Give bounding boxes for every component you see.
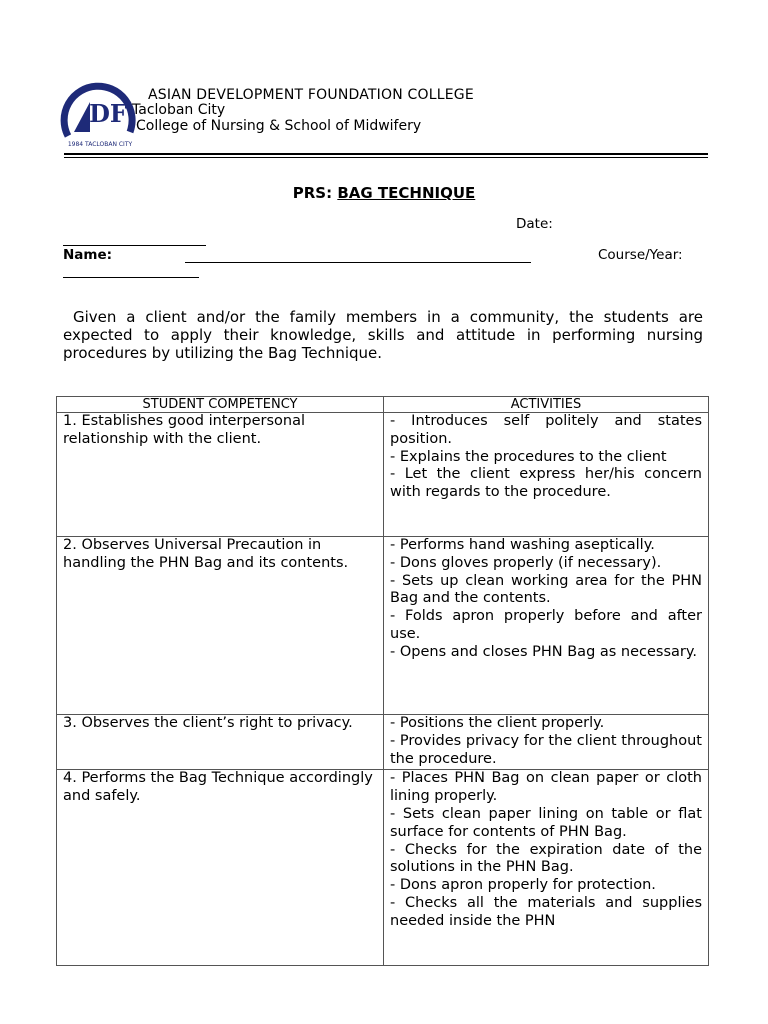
- competency-cell: 3. Observes the client’s right to privacy.: [57, 715, 384, 770]
- competency-cell: 4. Performs the Bag Technique accordingly and safely.: [57, 770, 384, 966]
- activity-item: - Dons apron properly for protection.: [390, 877, 656, 894]
- header-activities: ACTIVITIES: [384, 397, 709, 413]
- activity-item: - Checks for the expiration date of the solutions in the PHN Bag.: [390, 841, 702, 876]
- logo-initials: DF: [89, 99, 127, 128]
- activity-item: - Places PHN Bag on clean paper or cloth lining properly.: [390, 770, 702, 805]
- activities-cell: [384, 537, 709, 715]
- activity-item: - Positions the client properly.: [390, 715, 605, 731]
- header-rule-thin: [64, 157, 708, 158]
- activity-item: - Sets up clean working area for the PHN Bag and the contents.: [390, 572, 702, 607]
- activity-item: - Dons gloves properly (if necessary).: [390, 554, 662, 571]
- table-row: [57, 715, 709, 770]
- date-label: Date:: [516, 216, 553, 232]
- table-header-row: [57, 397, 709, 413]
- competency-cell: 1. Establishes good interpersonal relationship with the client.: [57, 413, 384, 537]
- name-blank-line[interactable]: [185, 262, 531, 263]
- competency-table: [56, 396, 709, 966]
- course-year-blank-line[interactable]: [63, 277, 199, 278]
- title-name: BAG TECHNIQUE: [337, 184, 476, 202]
- logo-triangle-mark: [74, 102, 90, 132]
- header-student-competency: STUDENT COMPETENCY: [57, 397, 384, 413]
- table-row: [57, 537, 709, 715]
- competency-cell: 2. Observes Universal Precaution in handling the PHN Bag and its contents.: [57, 537, 384, 715]
- activity-item: - Introduces self politely and states position.: [390, 413, 702, 447]
- college-school: College of Nursing & School of Midwifery: [136, 118, 422, 134]
- activity-item: - Checks all the materials and supplies needed inside the PHN: [390, 894, 702, 929]
- table-row: [57, 413, 709, 537]
- activities-cell: [384, 413, 709, 537]
- logo-year-place: 1984 TACLOBAN CITY: [67, 141, 133, 148]
- date-blank-line[interactable]: [63, 245, 206, 246]
- page-title: [0, 184, 768, 202]
- title-prefix: PRS:: [292, 184, 333, 202]
- college-city: Tacloban City: [132, 102, 226, 118]
- name-label: Name:: [63, 247, 113, 263]
- activity-item: - Performs hand washing aseptically.: [390, 537, 655, 553]
- course-year-label: Course/Year:: [598, 247, 683, 263]
- activities-cell: [384, 715, 709, 770]
- activity-item: - Explains the procedures to the client: [390, 448, 667, 465]
- activity-item: - Folds apron properly before and after use.: [390, 608, 702, 642]
- college-name: ASIAN DEVELOPMENT FOUNDATION COLLEGE: [148, 87, 474, 103]
- table-row: [57, 770, 709, 966]
- intro-paragraph: Given a client and/or the family members in a community, the students are expected to apply their knowledge, skills and attitude in performing nursing procedures by utilizing the Bag Technique.: [63, 308, 703, 362]
- activity-item: - Let the client express her/his concern with regards to the procedure.: [390, 466, 702, 501]
- header-rule-thick: [64, 153, 708, 155]
- activity-item: - Sets clean paper lining on table or flat surface for contents of PHN Bag.: [390, 805, 702, 840]
- activities-cell: [384, 770, 709, 966]
- activity-item: - Provides privacy for the client throughout the procedure.: [390, 732, 702, 767]
- activity-item: - Opens and closes PHN Bag as necessary.: [390, 643, 698, 660]
